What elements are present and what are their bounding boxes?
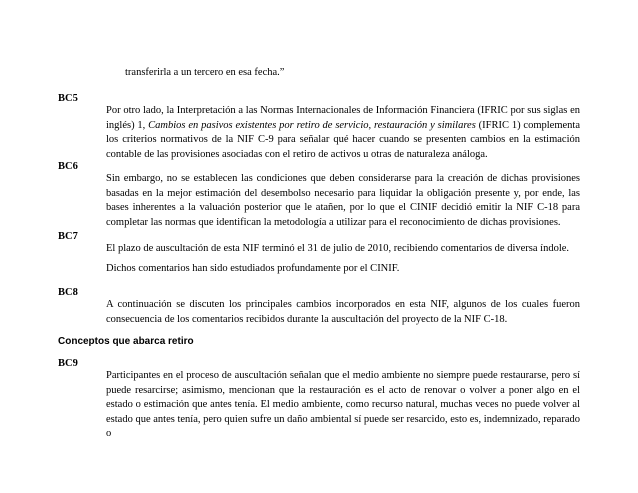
paragraph-bc5-part-a: Por otro lado, la Interpretación a las Normas Internacionales de Información Financiera (IFRIC por sus siglas en inglés) 1, [106,105,580,131]
quote-continuation: transferirla a un tercero en esa fecha.” [125,67,285,78]
paragraph-code-bc9: BC9 [58,358,78,369]
paragraph-bc7-second: Dichos comentarios han sido estudiados profundamente por el CINIF. [106,263,400,274]
paragraph-bc5 [106,104,580,162]
paragraph-bc8: A continuación se discuten los principales cambios incorporados en esta NIF, algunos de los cuales fueron consecuencia de los comentarios recibidos durante la auscultación del proyecto de la NIF C-18. [106,299,580,325]
paragraph-bc7-first: El plazo de auscultación de esta NIF terminó el 31 de julio de 2010, recibiendo comentarios de diversa índole. [106,243,570,254]
paragraph-bc5-part-b: (IFRIC 1) complementa los criterios normativos de la NIF C-9 para señalar qué hacer cuando se presenten cambios en la estimación contable de las provisiones asociadas con el retiro de activos u otras de naturaleza análoga. [106,119,580,160]
paragraph-code-bc6: BC6 [58,161,78,172]
paragraph-bc5-italic-title: Cambios en pasivos existentes por retiro de servicio, restauración y similares [148,119,476,131]
section-heading: Conceptos que abarca retiro [58,336,194,347]
paragraph-bc9: Participantes en el proceso de auscultación señalan que el medio ambiente no siempre puede restaurarse, pero sí puede resarcirse; asimismo, mencionan que la restauración es el acto de renovar o volver a poner algo en el estado o estimación que antes tenía. El medio ambiente, como recurso natural, muchas veces no puede volver al estado que antes tenía, pero quien sufre un daño ambiental sí puede ser resarcido, esto es, indemnizado, reparado o [106,370,580,439]
paragraph-code-bc8: BC8 [58,287,78,298]
paragraph-code-bc7: BC7 [58,231,78,242]
paragraph-code-bc5: BC5 [58,93,78,104]
paragraph-bc6: Sin embargo, no se establecen las condiciones que deben considerarse para la creación de dichas provisiones basadas en la mejor estimación del desembolso necesario para liquidar la obligación presente y, por ende, las bases inherentes a la valuación posterior que le atañen, por lo que el CINIF decidió emitir la NIF C-18 para completar las normas que identifican la metodología a utilizar para el reconocimiento de dichas provisiones. [106,173,580,228]
